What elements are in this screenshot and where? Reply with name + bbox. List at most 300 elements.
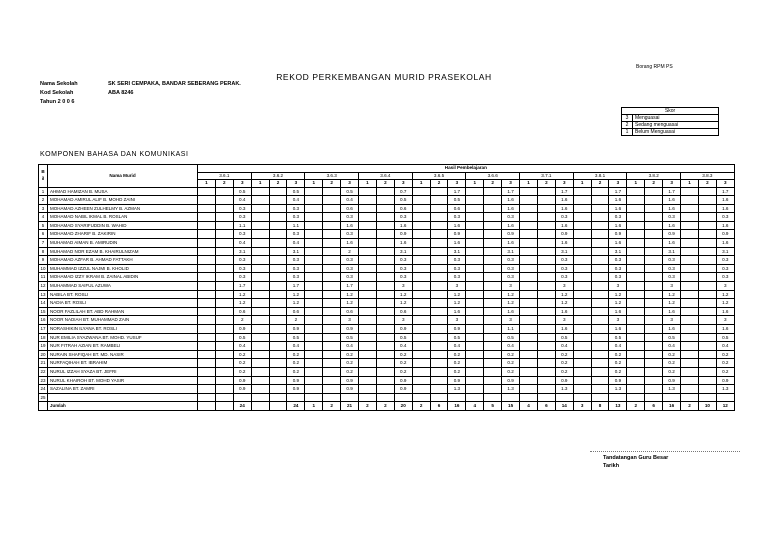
score-cell <box>323 230 341 239</box>
score-cell: 0.2 <box>609 359 627 368</box>
score-cell <box>359 350 377 359</box>
score-cell: 0.9 <box>287 376 305 385</box>
score-cell <box>573 299 591 308</box>
score-cell <box>573 385 591 394</box>
student-name: NURUL KHAIROH BT. MOHD YASIR <box>48 376 198 385</box>
level-header: 1 <box>359 180 377 188</box>
score-cell: 3 <box>609 282 627 291</box>
score-cell <box>573 376 591 385</box>
score-cell <box>698 367 716 376</box>
score-cell <box>215 273 233 282</box>
row-number: 11 <box>39 273 48 282</box>
score-cell <box>645 196 663 205</box>
score-cell <box>323 333 341 342</box>
score-cell <box>376 359 394 368</box>
score-cell <box>323 196 341 205</box>
score-cell: 0.6 <box>448 204 466 213</box>
score-cell: 0.2 <box>287 359 305 368</box>
score-cell <box>305 290 323 299</box>
score-cell <box>198 359 216 368</box>
row-number <box>39 402 48 411</box>
score-cell <box>537 247 555 256</box>
score-cell <box>466 307 484 316</box>
score-cell <box>305 385 323 394</box>
score-cell <box>681 247 699 256</box>
score-cell: 1.6 <box>609 239 627 248</box>
total-cell <box>251 402 269 411</box>
row-number: 14 <box>39 299 48 308</box>
score-cell: 0.2 <box>341 350 359 359</box>
row-number: 18 <box>39 333 48 342</box>
score-cell: 0.3 <box>502 256 520 265</box>
score-cell: 0.9 <box>663 230 681 239</box>
score-cell <box>698 385 716 394</box>
score-cell: 1.7 <box>341 282 359 291</box>
score-cell: 3.1 <box>233 247 251 256</box>
component-heading: KOMPONEN BAHASA DAN KOMUNIKASI <box>40 151 189 158</box>
score-cell <box>484 393 502 402</box>
score-cell: 0.3 <box>555 256 573 265</box>
score-cell <box>305 367 323 376</box>
score-cell <box>430 187 448 196</box>
score-cell <box>430 273 448 282</box>
score-cell <box>681 385 699 394</box>
score-cell: 1.6 <box>609 307 627 316</box>
score-cell <box>323 264 341 273</box>
score-cell: 0.2 <box>448 350 466 359</box>
score-cell <box>591 221 609 230</box>
score-cell <box>430 264 448 273</box>
score-cell <box>305 256 323 265</box>
score-cell: 0.4 <box>287 342 305 351</box>
score-cell <box>323 221 341 230</box>
student-name: MUHAMMAD IZZUL NAJMI B. KHOLID <box>48 264 198 273</box>
score-cell: 0.2 <box>502 359 520 368</box>
score-cell <box>430 325 448 334</box>
score-cell <box>376 342 394 351</box>
info-value: SK SERI CEMPAKA, BANDAR SEBERANG PERAK. <box>108 81 241 87</box>
score-cell <box>215 196 233 205</box>
score-cell <box>412 204 430 213</box>
score-cell: 1.6 <box>716 307 734 316</box>
score-cell <box>412 264 430 273</box>
score-cell <box>484 230 502 239</box>
score-cell: 0.9 <box>716 230 734 239</box>
score-cell: 1.2 <box>663 299 681 308</box>
score-cell <box>215 247 233 256</box>
score-cell <box>466 213 484 222</box>
score-cell: 0.4 <box>341 342 359 351</box>
score-cell <box>645 325 663 334</box>
score-cell <box>359 367 377 376</box>
score-cell: 0.3 <box>233 204 251 213</box>
score-cell <box>269 256 287 265</box>
score-cell: 1.6 <box>555 221 573 230</box>
score-cell <box>215 187 233 196</box>
score-cell <box>698 204 716 213</box>
row-number: 1 <box>39 187 48 196</box>
score-cell <box>484 376 502 385</box>
score-cell <box>555 393 573 402</box>
score-cell: 1.6 <box>341 239 359 248</box>
score-cell <box>466 290 484 299</box>
score-cell <box>251 273 269 282</box>
level-header: 3 <box>341 180 359 188</box>
score-cell: 0.7 <box>394 187 412 196</box>
score-cell <box>198 204 216 213</box>
score-cell <box>198 196 216 205</box>
score-cell <box>537 316 555 325</box>
score-cell: 0.3 <box>448 273 466 282</box>
score-cell <box>466 393 484 402</box>
score-cell <box>359 307 377 316</box>
score-cell <box>323 367 341 376</box>
score-cell <box>376 376 394 385</box>
score-cell <box>663 393 681 402</box>
score-cell: 0.3 <box>609 264 627 273</box>
score-cell <box>520 359 538 368</box>
level-header: 2 <box>269 180 287 188</box>
score-cell <box>591 316 609 325</box>
score-cell <box>251 221 269 230</box>
score-cell <box>681 213 699 222</box>
score-cell <box>412 213 430 222</box>
score-cell <box>645 350 663 359</box>
score-cell <box>591 359 609 368</box>
score-cell <box>215 367 233 376</box>
score-cell: 0.3 <box>716 273 734 282</box>
score-cell <box>412 290 430 299</box>
score-cell: 0.9 <box>341 376 359 385</box>
score-cell <box>537 350 555 359</box>
score-cell <box>484 264 502 273</box>
score-cell <box>269 204 287 213</box>
score-cell <box>198 342 216 351</box>
level-header: 1 <box>573 180 591 188</box>
score-cell: 0.5 <box>341 333 359 342</box>
score-cell: 0.2 <box>341 359 359 368</box>
score-cell <box>269 264 287 273</box>
score-cell: 0.4 <box>716 342 734 351</box>
score-cell: 0.2 <box>341 367 359 376</box>
score-cell <box>430 376 448 385</box>
score-cell <box>681 307 699 316</box>
row-number: 24 <box>39 385 48 394</box>
score-cell <box>359 333 377 342</box>
score-cell <box>484 316 502 325</box>
score-cell <box>716 393 734 402</box>
score-cell: 1.2 <box>555 290 573 299</box>
row-number: 22 <box>39 367 48 376</box>
score-cell <box>215 290 233 299</box>
score-cell: 0.2 <box>609 367 627 376</box>
score-cell <box>627 316 645 325</box>
row-number: 5 <box>39 221 48 230</box>
score-cell: 0.3 <box>555 273 573 282</box>
score-cell <box>591 196 609 205</box>
row-number: 20 <box>39 350 48 359</box>
total-cell: 14 <box>555 402 573 411</box>
total-cell: 10 <box>698 402 716 411</box>
score-cell <box>269 367 287 376</box>
score-cell: 1.6 <box>716 204 734 213</box>
score-cell <box>520 367 538 376</box>
score-cell <box>537 264 555 273</box>
score-cell: 1.7 <box>663 187 681 196</box>
score-cell: 0.9 <box>341 385 359 394</box>
level-header: 2 <box>537 180 555 188</box>
score-code: 3 <box>622 115 633 122</box>
total-cell: 5 <box>484 402 502 411</box>
score-cell <box>198 376 216 385</box>
score-cell <box>627 282 645 291</box>
total-cell: 20 <box>394 402 412 411</box>
score-cell <box>305 273 323 282</box>
score-cell: 0.9 <box>663 376 681 385</box>
score-cell: 0.3 <box>233 213 251 222</box>
score-cell: 0.4 <box>663 342 681 351</box>
score-cell: 0.9 <box>448 376 466 385</box>
score-cell: 1.6 <box>716 239 734 248</box>
score-cell <box>198 213 216 222</box>
score-cell: 1.2 <box>287 299 305 308</box>
score-cell <box>681 333 699 342</box>
score-cell <box>251 264 269 273</box>
score-cell <box>430 290 448 299</box>
score-cell: 1.6 <box>448 307 466 316</box>
outcome-group-header: Hasil Pembelajaran <box>198 165 735 173</box>
score-cell: 1.6 <box>555 239 573 248</box>
score-cell: 0.5 <box>233 187 251 196</box>
score-legend-header: Skor <box>622 108 719 115</box>
score-cell <box>466 299 484 308</box>
total-cell: 6 <box>645 402 663 411</box>
score-cell <box>251 204 269 213</box>
total-cell: 8 <box>591 402 609 411</box>
score-cell <box>520 230 538 239</box>
row-number: 2 <box>39 196 48 205</box>
score-cell <box>466 376 484 385</box>
score-cell <box>466 333 484 342</box>
score-cell <box>645 187 663 196</box>
score-cell: 3.1 <box>663 247 681 256</box>
table-row <box>39 376 735 385</box>
score-cell <box>645 290 663 299</box>
score-cell <box>430 239 448 248</box>
score-cell <box>359 230 377 239</box>
score-cell <box>323 187 341 196</box>
outcome-header: 3.6.3 <box>305 172 359 180</box>
score-cell: 0.3 <box>287 264 305 273</box>
score-cell <box>412 316 430 325</box>
outcome-header: 3.6.6 <box>466 172 520 180</box>
score-cell <box>251 350 269 359</box>
score-cell <box>466 282 484 291</box>
score-cell <box>520 290 538 299</box>
total-cell: 21 <box>341 402 359 411</box>
score-cell <box>359 273 377 282</box>
score-cell <box>484 350 502 359</box>
score-cell <box>627 221 645 230</box>
score-cell <box>698 342 716 351</box>
outcome-header: 3.8.1 <box>573 172 627 180</box>
student-name: NABILA BT. ROSLI <box>48 290 198 299</box>
score-cell: 3 <box>555 316 573 325</box>
score-cell: 3 <box>716 282 734 291</box>
score-cell <box>359 221 377 230</box>
score-cell: 3 <box>394 316 412 325</box>
score-cell: 3.1 <box>716 247 734 256</box>
score-cell <box>698 221 716 230</box>
score-cell <box>573 196 591 205</box>
score-cell: 0.2 <box>502 367 520 376</box>
score-cell <box>305 333 323 342</box>
score-cell <box>269 273 287 282</box>
score-cell <box>323 239 341 248</box>
score-cell: 1.2 <box>555 299 573 308</box>
score-cell: 1.2 <box>502 299 520 308</box>
score-cell <box>681 325 699 334</box>
score-cell <box>466 342 484 351</box>
score-cell: 1.1 <box>502 325 520 334</box>
score-cell: 0.9 <box>716 376 734 385</box>
score-cell: 0.3 <box>341 264 359 273</box>
score-cell: 0.3 <box>233 273 251 282</box>
row-number: 12 <box>39 282 48 291</box>
score-cell <box>573 367 591 376</box>
score-cell <box>251 256 269 265</box>
score-cell <box>681 196 699 205</box>
table-row <box>39 325 735 334</box>
score-cell: 0.3 <box>287 273 305 282</box>
level-header: 2 <box>698 180 716 188</box>
student-name: MOHAMAD IZZY IKRAM B. ZAINAL ABIDIN <box>48 273 198 282</box>
score-cell <box>520 316 538 325</box>
score-cell <box>627 299 645 308</box>
table-row <box>39 342 735 351</box>
score-cell <box>466 367 484 376</box>
score-legend <box>621 107 719 136</box>
score-cell <box>323 256 341 265</box>
score-label: Belum Menguasai <box>633 129 719 136</box>
score-cell <box>627 359 645 368</box>
student-name: NOOR NADIAH BT. MUHAMMAD ZAIN <box>48 316 198 325</box>
score-cell <box>627 264 645 273</box>
score-cell <box>376 316 394 325</box>
student-name: NUR FITRAH AZIAN BT. RAMBELI <box>48 342 198 351</box>
score-cell: 1.1 <box>287 221 305 230</box>
score-cell <box>376 282 394 291</box>
score-cell <box>466 385 484 394</box>
score-cell <box>269 196 287 205</box>
score-cell <box>627 342 645 351</box>
score-cell <box>645 307 663 316</box>
total-cell: 16 <box>663 402 681 411</box>
score-cell <box>520 342 538 351</box>
score-cell <box>305 213 323 222</box>
table-row <box>39 204 735 213</box>
student-name: NORASHIKIN ILYANA BT. ROSLI <box>48 325 198 334</box>
table-row <box>39 282 735 291</box>
score-cell: 0.3 <box>555 213 573 222</box>
table-row <box>39 273 735 282</box>
score-cell <box>573 307 591 316</box>
score-cell: 3.1 <box>502 247 520 256</box>
score-cell <box>323 316 341 325</box>
score-cell <box>466 247 484 256</box>
score-cell <box>269 325 287 334</box>
score-cell <box>376 213 394 222</box>
score-cell: 0.2 <box>555 350 573 359</box>
score-cell <box>359 325 377 334</box>
score-cell <box>645 239 663 248</box>
score-cell <box>215 333 233 342</box>
score-cell: 0.9 <box>233 385 251 394</box>
score-cell: 0.3 <box>663 213 681 222</box>
score-cell <box>573 264 591 273</box>
score-cell <box>681 342 699 351</box>
score-cell <box>359 256 377 265</box>
score-cell: 0.6 <box>233 307 251 316</box>
score-cell <box>698 333 716 342</box>
student-name: MUHAMAD AIMAN B. AMIRUDIN <box>48 239 198 248</box>
score-cell: 0.5 <box>448 196 466 205</box>
score-cell <box>537 307 555 316</box>
score-cell <box>645 367 663 376</box>
score-cell <box>215 204 233 213</box>
score-cell: 0.3 <box>233 230 251 239</box>
score-cell <box>627 204 645 213</box>
score-cell <box>537 187 555 196</box>
level-header: 3 <box>287 180 305 188</box>
table-row <box>39 230 735 239</box>
score-cell: 1.2 <box>394 290 412 299</box>
score-cell <box>681 393 699 402</box>
score-cell <box>645 221 663 230</box>
score-cell <box>484 256 502 265</box>
score-cell: 1.3 <box>502 385 520 394</box>
score-cell <box>484 273 502 282</box>
score-cell <box>573 290 591 299</box>
score-cell <box>305 187 323 196</box>
score-cell: 0.3 <box>502 264 520 273</box>
score-cell: 1.3 <box>609 385 627 394</box>
signature-separator <box>590 451 740 452</box>
score-cell <box>573 230 591 239</box>
score-cell: 0.3 <box>341 213 359 222</box>
score-cell <box>484 213 502 222</box>
score-cell: 0.4 <box>341 196 359 205</box>
score-cell: 1.6 <box>502 204 520 213</box>
score-cell <box>305 264 323 273</box>
score-cell: 1.6 <box>663 221 681 230</box>
score-cell <box>215 316 233 325</box>
score-cell <box>627 350 645 359</box>
score-cell <box>537 333 555 342</box>
total-cell: 24 <box>233 402 251 411</box>
score-cell <box>269 290 287 299</box>
row-number: 3 <box>39 204 48 213</box>
row-number: 23 <box>39 376 48 385</box>
score-cell <box>412 221 430 230</box>
score-cell <box>269 213 287 222</box>
score-cell: 1.6 <box>663 204 681 213</box>
score-cell <box>681 290 699 299</box>
score-cell: 1.2 <box>663 290 681 299</box>
level-header: 2 <box>215 180 233 188</box>
score-cell: 0.5 <box>555 333 573 342</box>
score-cell: 0.3 <box>394 264 412 273</box>
